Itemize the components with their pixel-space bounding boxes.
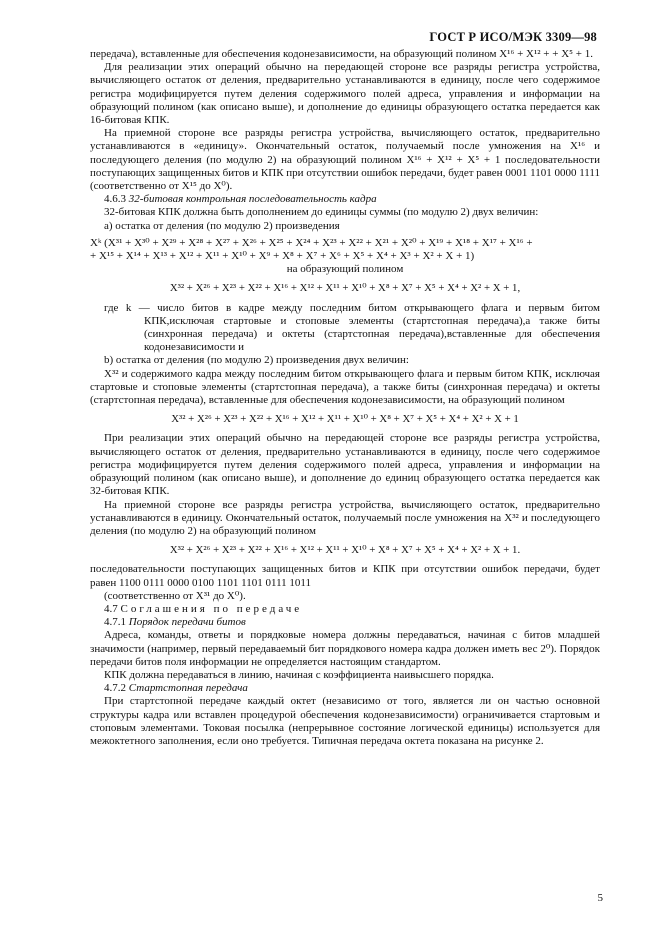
paragraph: X³² и содержимого кадра между последним битом открывающего флага и первым битом КПК, исключая стартовые и стоповые элементы (стартстопная передача), а также биты (синхронная передача) и октеты (стартстопная передача), вставленные для обеспечения кодонезависимости, на образующий полином bbox=[90, 367, 600, 407]
definition-k: где k — число битов в кадре между последним битом открывающего флага и первым битом КПК,исключая стартовые и стоповые элементы (стартстопная передача),а также биты (синхронная передача) и октеты (стартстопная передача),вставленные для обеспечения кодонезависимости и bbox=[104, 301, 600, 354]
paragraph: передача), вставленные для обеспечения кодонезависимости, на образующий полином X¹⁶ + X¹² + + X⁵ + 1. bbox=[90, 48, 593, 60]
section-heading-4-7-2 bbox=[90, 682, 600, 695]
formula-polynomial: X³² + X²⁶ + X²³ + X²² + X¹⁶ + X¹² + X¹¹ + X¹⁰ + X⁸ + X⁷ + X⁵ + X⁴ + X² + X + 1 bbox=[171, 413, 519, 426]
formula-polynomial: X³² + X²⁶ + X²³ + X²² + X¹⁶ + X¹² + X¹¹ + X¹⁰ + X⁸ + X⁷ + X⁵ + X⁴ + X² + X + 1, bbox=[169, 282, 521, 295]
formula-note: на образующий полином bbox=[286, 263, 404, 276]
standard-code-header: ГОСТ Р ИСО/МЭК 3309—98 bbox=[429, 30, 597, 44]
section-title: Порядок передачи битов bbox=[128, 616, 246, 629]
section-number: 4.7.2 bbox=[104, 682, 126, 695]
paragraph: Адреса, команды, ответы и порядковые номера должны передаваться, начиная с битов младшей значимости (например, первый передаваемый бит порядкового номера кадра должен иметь вес 2⁰). Порядок передачи битов поля информации не определяется настоящим стандартом. bbox=[90, 629, 600, 668]
section-heading-4-7-1 bbox=[90, 616, 600, 629]
page-content bbox=[90, 48, 600, 748]
paragraph: последовательности поступающих защищенных битов и КПК при отсутствии ошибок передачи, будет равен 1100 0111 0000 0100 1101 1101 0111 1011 bbox=[90, 563, 600, 589]
page-number: 5 bbox=[597, 892, 603, 904]
formula-line: + X¹⁵ + X¹⁴ + X¹³ + X¹² + X¹¹ + X¹⁰ + X⁹ + X⁸ + X⁷ + X⁶ + X⁵ + X⁴ + X³ + X² + X + 1) bbox=[90, 250, 475, 263]
formula-polynomial: X³² + X²⁶ + X²³ + X²² + X¹⁶ + X¹² + X¹¹ + X¹⁰ + X⁸ + X⁷ + X⁵ + X⁴ + X² + X + 1. bbox=[169, 544, 521, 557]
paragraph: На приемной стороне все разряды регистра устройства, вычисляющего остаток, предварительно устанавливаются в «единицу». Окончательный остаток, получаемый после умножения на X¹⁶ и последующего деления (по модулю 2) на образующий полином X¹⁶ + X¹² + X⁵ + 1 последовательности поступающих защищенных битов и КПК при отсутствии ошибок передачи, будет равен 0001 1101 0000 1111 (соответственно от X¹⁵ до X⁰). bbox=[90, 127, 600, 193]
section-number: 4.6.3 bbox=[104, 193, 126, 206]
section-number: 4.7.1 bbox=[104, 616, 126, 629]
paragraph: При стартстопной передаче каждый октет (независимо от того, является ли он частью основной структуры кадра или вставлен процедурой обеспечения кодонезависимости) ограничивается стартовым и стоповым элементами. Токовая посылка (непрерывное состояние логической единицы) используется для межоктетного заполнения, если оно требуется. Типичная передача октета показана на рисунке 2. bbox=[90, 695, 600, 747]
paragraph: (соответственно от X³¹ до X⁰). bbox=[104, 589, 246, 602]
paragraph: На приемной стороне все разряды регистра устройства, вычисляющего остаток, предварительно устанавливаются в единицу. Окончательный остаток, получаемый после умножения на X³² и последующего деления (по модулю 2) на образующий полином bbox=[90, 498, 600, 537]
paragraph: Для реализации этих операций обычно на передающей стороне все разряды регистра устройства, вычисляющего остаток от деления, предварительно устанавливаются в единицу, после чего содержимое регистра модифицируется путем деления содержимого полей адреса, управления и информации на образующий полином (как описано выше), и дополнение до единицы образующего остатка передается как 16-битовая КПК. bbox=[90, 61, 600, 127]
section-title: Стартстопная передача bbox=[128, 682, 248, 695]
section-number: 4.7 bbox=[104, 602, 118, 615]
list-item-b: b) остатка от деления (по модулю 2) произведения двух величин: bbox=[104, 354, 409, 367]
list-item-a: a) остатка от деления (по модулю 2) произведения bbox=[104, 219, 340, 232]
paragraph: 32-битовая КПК должна быть дополнением до единицы суммы (по модулю 2) двух величин: bbox=[104, 206, 539, 219]
section-title: Соглашения по передаче bbox=[120, 602, 303, 615]
section-heading-4-7 bbox=[90, 603, 600, 616]
formula-line: Xᵏ (X³¹ + X³⁰ + X²⁹ + X²⁸ + X²⁷ + X²⁶ + X²⁵ + X²⁴ + X²³ + X²² + X²¹ + X²⁰ + X¹⁹ + X¹⁸ + X¹⁷ + X¹⁶ + bbox=[90, 236, 533, 249]
section-heading-4-6-3 bbox=[90, 193, 600, 206]
section-title: 32-битовая контрольная последовательность кадра bbox=[128, 193, 377, 206]
paragraph: При реализации этих операций обычно на передающей стороне все разряды регистра устройства, вычисляющего остаток от деления, предварительно устанавливаются в единицу, после чего содержимое регистра модифицируется путем деления содержимого полей адреса, управления и информации на образующий полином (как описано выше), и дополнение до единиц образующего остатка передается как 32-битовая КПК. bbox=[90, 432, 600, 498]
paragraph: КПК должна передаваться в линию, начиная с коэффициента наивысшего порядка. bbox=[104, 668, 494, 681]
